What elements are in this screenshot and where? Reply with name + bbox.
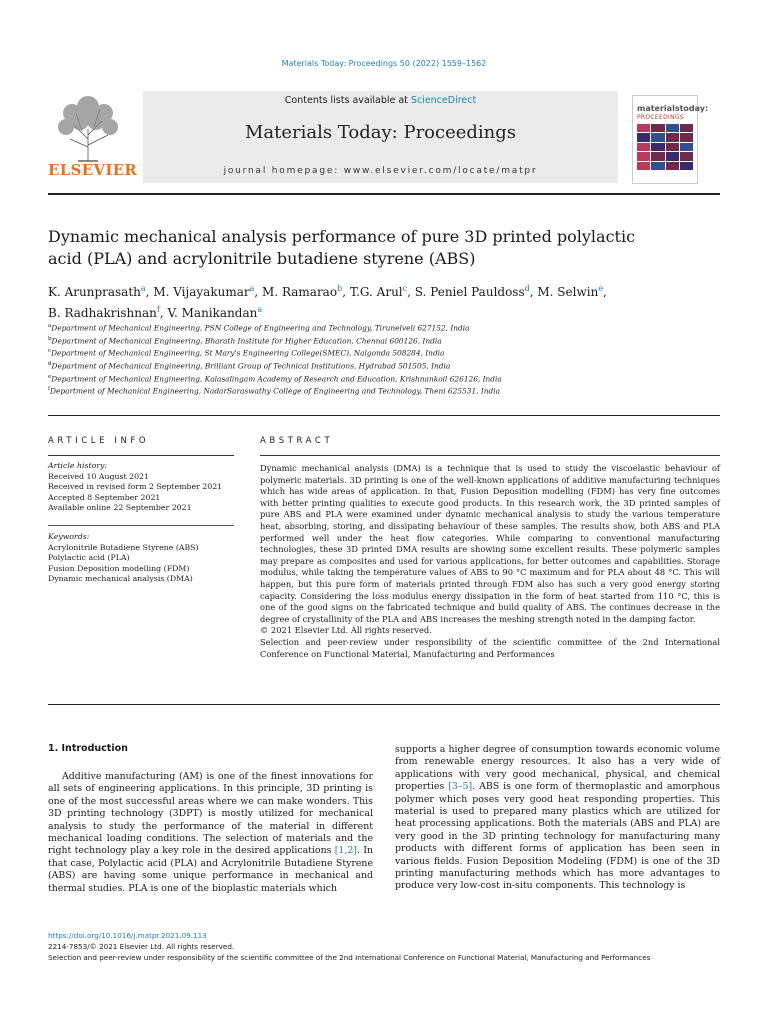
issn-line: 2214-7853/© 2021 Elsevier Ltd. All rights reserved.: [48, 942, 235, 951]
affiliation-text: Department of Mechanical Engineering, PSN College of Engineering and Technology, Tirunelveli 627152, India: [51, 323, 470, 333]
affiliation-text: Department of Mechanical Engineering, St Mary's Engineering College(SMEC), Nalgonda 508284, India: [51, 348, 445, 358]
author-separator: ,: [254, 285, 263, 299]
author-name[interactable]: S. Peniel Pauldoss: [414, 285, 525, 299]
sciencedirect-link[interactable]: ScienceDirect: [410, 95, 477, 106]
author-name[interactable]: K. Arunprasath: [48, 285, 141, 299]
author-name[interactable]: M. Vijayakumar: [153, 285, 250, 299]
affiliation-marker: d: [48, 361, 52, 368]
contents-prefix: Contents lists available at: [284, 95, 411, 106]
affiliation-item: [48, 321, 720, 334]
cover-image-grid: [637, 124, 693, 170]
elsevier-wordmark: ELSEVIER: [48, 161, 138, 179]
intro-right-text: supports a higher degree of consumption towards economic volume from renewable energy resources. It also has a very wide of applications with very good mechanical, physical, and chemical properties: [395, 744, 720, 793]
history-item: Accepted 8 September 2021: [48, 492, 161, 502]
journal-name: Materials Today: Proceedings: [244, 122, 517, 143]
journal-cover-thumbnail[interactable]: [632, 95, 709, 184]
affiliation-marker: a: [48, 323, 52, 329]
homepage-prefix: journal homepage:: [223, 166, 344, 176]
reference-link[interactable]: [1,2]: [334, 845, 357, 857]
history-item: Available online 22 September 2021: [48, 503, 192, 513]
journal-homepage-line: [143, 166, 618, 176]
introduction-left-column: [48, 771, 373, 895]
author-affiliation-marker[interactable]: a: [140, 284, 146, 293]
affiliation-text: Department of Mechanical Engineering, Kalasalingam Academy of Research and Education, Krishnankoil 626126, India: [51, 374, 502, 384]
author-affiliation-marker[interactable]: a: [257, 305, 263, 314]
elsevier-tree-icon: [52, 95, 124, 163]
article-history: [48, 461, 238, 514]
abstract-body: [260, 463, 720, 660]
article-title: [48, 226, 720, 270]
affiliation-marker: f: [48, 386, 51, 393]
footer-peer-review: Selection and peer-review under responsibility of the scientific committee of the 2nd International Conference on Functional Material, Manufacturing and Performances: [48, 953, 651, 962]
affiliation-divider: [48, 415, 720, 416]
introduction-right-column: [395, 744, 720, 893]
intro-left-text-cont: . In that case, Polylactic acid (PLA) and Acrylonitrile Butadiene Styrene (ABS) are having some unique performance in mechanical and thermal studies. PLA is one of the bioplastic materials which: [48, 845, 373, 894]
doi-link[interactable]: https://doi.org/10.1016/j.matpr.2021.09.113: [48, 931, 207, 940]
author-name[interactable]: T.G. Arul: [349, 285, 403, 299]
abstract-heading: ABSTRACT: [260, 436, 334, 446]
author-separator: ,: [145, 285, 154, 299]
intro-left-text: Additive manufacturing (AM) is one of the finest innovations for all sets of engineering applications. In this principle, 3D printing is one of the most successful areas where we can make wonders. This 3D printing technology (3DPT) is mostly utilized for mechanical analysis to study the performance of the material in different mechanical loading conditions. The selection of materials and the right technology play a key role in the desired applications: [48, 771, 373, 857]
affiliation-item: [48, 359, 720, 372]
affiliation-text: Department of Mechanical Engineering, Bharath Institute for Higher Education, Chennai 600126, India: [51, 336, 442, 346]
journal-masthead: [143, 91, 618, 183]
affiliation-item: [48, 334, 720, 347]
affiliation-text: Department of Mechanical Engineering, NadarSaraswathy College of Engineering and Technology, Theni 625531, India: [50, 386, 501, 396]
affiliation-marker: b: [48, 335, 52, 342]
cover-subtitle: PROCEEDINGS: [637, 114, 684, 121]
title-line-2: acid (PLA) and acrylonitrile butadiene styrene (ABS): [48, 249, 476, 268]
abstract-end-divider: [48, 704, 720, 705]
author-name[interactable]: B. Radhakrishnan: [48, 306, 157, 320]
header-divider: [48, 193, 720, 195]
abstract-peer-review: Selection and peer-review under responsibility of the scientific committee of the 2nd International Conference on Functional Material, Manufacturing and Performances: [260, 636, 720, 659]
page-footer: [48, 930, 720, 963]
abstract-divider: [260, 455, 720, 456]
history-item: Received 10 August 2021: [48, 471, 149, 481]
author-name[interactable]: M. Selwin: [537, 285, 599, 299]
affiliation-item: [48, 346, 720, 359]
history-label: Article history:: [48, 461, 108, 470]
author-separator: ,: [407, 285, 415, 299]
affiliation-marker: e: [48, 373, 52, 380]
abstract-copyright: © 2021 Elsevier Ltd. All rights reserved.: [260, 625, 432, 636]
title-line-1: Dynamic mechanical analysis performance of pure 3D printed polylactic: [48, 227, 636, 246]
article-info-heading: ARTICLE INFO: [48, 436, 150, 446]
affiliation-item: [48, 384, 720, 397]
journal-citation[interactable]: Materials Today: Proceedings 50 (2022) 1559–1562: [281, 59, 487, 68]
author-affiliation-marker[interactable]: c: [402, 284, 408, 293]
homepage-url[interactable]: www.elsevier.com/locate/matpr: [343, 166, 538, 176]
abstract-text: Dynamic mechanical analysis (DMA) is a technique that is used to study the viscoelastic behaviour of polymeric materials. 3D printing is one of the well-known applications of additive manufacturing techniques which has wide areas of application. In that, Fusion Deposition modelling (FDM) has very fine outcomes with better printing qualities to execute good products. In this research work, the 3D printed samples of pure ABS and PLA were examined under dynamic mechanical analysis to study the various temperature heat, absorbing, storing, and dissipating behaviour of these samples. The results show, both ABS and PLA performed well under the heat flow categories. While comparing to conventional manufacturing technologies, these 3D printed DMA results are showing some excellent results. These polymeric samples may prepare as composites and used for various applications, for better outcomes and capabilities. Storage modulus, while taking the temperature values of ABS to 90 °C maximum and for PLA about 48 °C. This will happen, but this pure form of materials printed through FDM also has such a very good energy storing capacity. Considering the loss modulus energy dissipation in the form of heat started from 110 °C, this is one of the good signs on the fabricated technique and build quality of ABS. The continues decrease in the degree of crystallinity of the PLA and ABS increases the meshing strength noted in the damping factor.: [260, 463, 720, 624]
author-separator: ,: [159, 306, 168, 320]
intro-right-text-cont: . ABS is one form of thermoplastic and amorphous polymer which poses very good heat responding properties. This material is used to prepared many plastics which are utilized for heat processing applications. Both the materials (ABS and PLA) are very good in the 3D printing technology for manufacturing many products with different forms of application has been seen in various fields. Fusion Deposition Modeling (FDM) is one of the 3D printing manufacturing methods which has more advantages to produce very low-cost in-situ components. This technology is: [395, 781, 721, 892]
author-separator: ,: [342, 285, 350, 299]
history-item: Received in revised form 2 September 2021: [48, 482, 223, 492]
author-list: [48, 280, 720, 322]
reference-link[interactable]: [3–5]: [448, 781, 473, 793]
keyword-item: Acrylonitrile Butadiene Styrene (ABS): [48, 542, 199, 552]
cover-title: materialstoday:: [637, 104, 709, 113]
article-info-divider: [48, 455, 234, 456]
affiliation-list: [48, 321, 720, 397]
keyword-item: Dynamic mechanical analysis (DMA): [48, 574, 193, 584]
elsevier-logo[interactable]: [48, 95, 138, 183]
author-affiliation-marker[interactable]: d: [524, 284, 530, 293]
affiliation-marker: c: [48, 348, 52, 355]
keyword-item: Fusion Deposition modelling (FDM): [48, 563, 190, 573]
author-affiliation-marker[interactable]: f: [156, 305, 160, 314]
contents-available-line: [143, 95, 618, 106]
author-separator: ,: [603, 285, 607, 299]
author-affiliation-marker[interactable]: b: [337, 284, 343, 293]
keyword-item: Polylactic acid (PLA): [48, 553, 130, 563]
author-affiliation-marker[interactable]: e: [598, 284, 604, 293]
keywords-label: Keywords:: [48, 532, 90, 541]
affiliation-text: Department of Mechanical Engineering, Brilliant Group of Technical Institutions, Hydrabad 501505, India: [51, 361, 451, 371]
author-separator: ,: [529, 285, 538, 299]
keywords-divider: [48, 525, 234, 526]
author-name[interactable]: M. Ramarao: [262, 285, 338, 299]
affiliation-item: [48, 372, 720, 385]
author-name[interactable]: V. Manikandan: [167, 306, 258, 320]
author-affiliation-marker[interactable]: a: [249, 284, 255, 293]
introduction-heading: 1. Introduction: [48, 743, 128, 754]
keyword-list: [48, 532, 238, 585]
